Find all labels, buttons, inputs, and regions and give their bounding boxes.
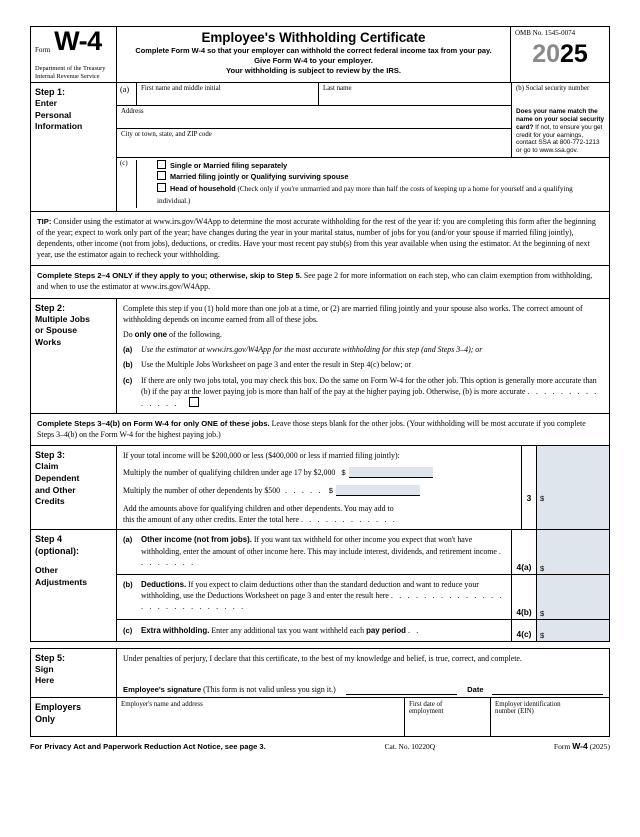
form-sheet bbox=[30, 26, 610, 751]
ssn-note-rest: If not, to ensure you get credit for your earnings, contact SSA at 800-772-1213 or go to www.ssa.gov. bbox=[516, 123, 603, 155]
step-4b-bold: Deductions. bbox=[141, 579, 187, 589]
form-number-title: W-4 bbox=[54, 26, 102, 56]
date-label: Date bbox=[467, 684, 484, 694]
step-4b-line-label bbox=[511, 575, 537, 619]
page-title: Employee's Withholding Certificate bbox=[201, 30, 426, 45]
step-2-option-a bbox=[123, 344, 603, 355]
step-1-sub-1: Enter bbox=[35, 98, 57, 109]
step-2-title: Step 2: bbox=[35, 302, 66, 313]
step-4c-line-label bbox=[511, 620, 537, 641]
checkbox-married-joint-icon[interactable] bbox=[157, 171, 166, 180]
last-name-input[interactable] bbox=[323, 92, 508, 105]
step-4-sub-3: Adjustments bbox=[35, 576, 88, 587]
filing-status-hoh-note: (Check only if you're unmarried and pay more than half the costs of keeping up a home for yourself and a qualifying individual.) bbox=[157, 184, 573, 206]
first-name-label: First name and middle initial bbox=[141, 85, 221, 93]
step-4-title: Step 4 bbox=[35, 534, 63, 545]
step-2-paragraph-1: Complete this step if you (1) hold more than one job at a time, or (2) are married filing jointly and your spouse also works. The correct amount of withholding depends on income earned from all of these jobs. bbox=[123, 303, 583, 324]
step-4c-body bbox=[117, 620, 511, 641]
step-4b-body bbox=[117, 575, 511, 619]
step-4c-dots: . . bbox=[407, 625, 421, 635]
field-letter-a: (a) bbox=[117, 83, 137, 105]
step-5-section bbox=[30, 648, 610, 698]
step-4a-dots: . . . . . . . . bbox=[141, 546, 504, 567]
last-name-label: Last name bbox=[323, 85, 352, 93]
step-4a-body bbox=[117, 530, 511, 574]
header-title-block bbox=[117, 27, 511, 82]
complete-steps-note-2-rest: Leave those steps blank for the other jobs. (Your withholding will be most accurate if you complete Steps 3–4(b) on the Form W-4 for the highest paying job.) bbox=[37, 419, 586, 440]
step-5-label bbox=[31, 649, 117, 697]
complete-steps-note-2-bold: Complete Steps 3–4(b) on Form W-4 for only ONE of these jobs. bbox=[37, 419, 270, 429]
step-1-sub-3: Information bbox=[35, 121, 83, 132]
step-4a-tag: (a) bbox=[123, 535, 133, 545]
employer-name-address-label: Employer's name and address bbox=[121, 701, 203, 709]
first-date-employment-field[interactable] bbox=[405, 698, 491, 736]
checkbox-head-household-icon[interactable] bbox=[157, 183, 166, 192]
step-3-label bbox=[31, 446, 117, 529]
filing-status-single-row[interactable] bbox=[137, 160, 606, 172]
signature-input[interactable] bbox=[346, 684, 457, 695]
field-letter-b: (b) bbox=[516, 85, 525, 93]
step-2-option-a-text: Use the estimator at www.irs.gov/W4App for the most accurate withholding for this step (and Steps 3–4); or bbox=[141, 345, 483, 355]
tip-paragraph bbox=[30, 212, 610, 266]
step-4a-text-block bbox=[123, 534, 505, 568]
step-3-line-1 bbox=[123, 467, 515, 478]
step-2-option-b-tag: (b) bbox=[123, 360, 133, 370]
footer-catalog-number: Cat. No. 10220Q bbox=[384, 742, 436, 752]
step-4c-tag: (c) bbox=[123, 625, 133, 635]
step-3-line-3-row bbox=[123, 514, 515, 525]
checkbox-two-jobs-icon[interactable] bbox=[189, 397, 199, 407]
step-4c-text: Enter any additional tax you want withheld each bbox=[209, 625, 367, 635]
step-3-line-1-text: Multiply the number of qualifying children under age 17 by $2,000 bbox=[123, 467, 336, 477]
step-3-line-3-dots: . . . . . . . . . . . . bbox=[300, 515, 397, 525]
ssn-block bbox=[511, 83, 609, 157]
footer-form-pre: Form bbox=[553, 742, 573, 752]
ssn-label: Social security number bbox=[525, 85, 590, 93]
step-4a-line-label bbox=[511, 530, 537, 574]
step-4-section bbox=[30, 530, 610, 641]
ein-label-1: Employer identification bbox=[495, 701, 561, 709]
city-state-zip-field[interactable] bbox=[117, 129, 511, 151]
step-2-option-b bbox=[123, 359, 603, 370]
omb-number: OMB No. 1545-0074 bbox=[515, 29, 576, 37]
step-3-amount-cell[interactable] bbox=[537, 446, 609, 529]
step-3-line-2-text: Multiply the number of other dependents by $500 bbox=[123, 485, 281, 495]
filing-status-hoh-label: Head of household bbox=[170, 183, 236, 193]
step-3-sub-3: and Other bbox=[35, 484, 76, 495]
tax-year-suffix: 25 bbox=[560, 40, 588, 68]
step-2-section bbox=[30, 299, 610, 415]
step-3-sub-1: Claim bbox=[35, 461, 59, 472]
address-field[interactable] bbox=[117, 106, 511, 128]
complete-steps-note bbox=[30, 266, 610, 298]
step-3-row-number-value: 3 bbox=[526, 493, 532, 504]
step-3-line-2 bbox=[123, 485, 515, 496]
penalty-statement: Under penalties of perjury, I declare that this certificate, to the best of my knowledge and belief, is true, correct, and complete. bbox=[123, 653, 522, 663]
tax-year bbox=[515, 41, 605, 67]
filing-status-joint-label: Married filing jointly or Qualifying surviving spouse bbox=[170, 172, 349, 182]
tax-year-prefix: 20 bbox=[532, 40, 560, 68]
first-name-field[interactable] bbox=[137, 83, 319, 105]
step-4b-text: If you expect to claim deductions other than the standard deduction and want to reduce your withholding, use the Deductions Worksheet on page 3 and enter the result here bbox=[141, 579, 479, 601]
step-3-section bbox=[30, 446, 610, 530]
tip-label: TIP: bbox=[37, 216, 52, 226]
first-name-input[interactable] bbox=[141, 92, 315, 105]
step-3-line-2-dollar: $ bbox=[328, 485, 333, 495]
ssn-caption bbox=[516, 85, 605, 92]
step-2-do-post: of the following. bbox=[167, 329, 222, 339]
step-2-body bbox=[117, 299, 609, 414]
step-1-fields bbox=[117, 83, 609, 211]
form-header bbox=[30, 26, 610, 83]
step-4b-amount-cell[interactable] bbox=[537, 575, 609, 619]
step-4a-bold: Other income (not from jobs). bbox=[141, 535, 252, 545]
step-2-option-a-tag: (a) bbox=[123, 345, 133, 355]
step-4c-dollar: $ bbox=[540, 630, 545, 640]
city-state-zip-label: City or town, state, and ZIP code bbox=[121, 131, 212, 139]
step-1-section bbox=[30, 83, 610, 212]
complete-steps-note-2 bbox=[30, 414, 610, 446]
filing-status-block bbox=[117, 157, 609, 211]
complete-steps-note-bold: Complete Steps 2–4 ONLY if they apply to you; otherwise, skip to Step 5. bbox=[37, 271, 302, 281]
step-5-title: Step 5: bbox=[35, 652, 66, 663]
first-date-employment-label-1: First date of bbox=[409, 701, 443, 709]
step-4b-dollar: $ bbox=[540, 608, 545, 618]
step-5-body bbox=[117, 649, 609, 697]
ein-label-2: number (EIN) bbox=[495, 708, 534, 716]
header-left-block bbox=[31, 27, 117, 82]
signature-label-bold: Employee's signature bbox=[123, 684, 202, 694]
footer-privacy-notice: For Privacy Act and Paperwork Reduction Act Notice, see page 3. bbox=[30, 742, 266, 752]
first-date-employment-label-2: employment bbox=[409, 708, 444, 716]
date-input[interactable] bbox=[492, 684, 603, 695]
step-5-sub-1: Sign bbox=[35, 663, 54, 674]
filing-status-single-label: Single or Married filing separately bbox=[170, 160, 288, 170]
step-2-option-c-tag: (c) bbox=[123, 375, 133, 385]
ssn-input[interactable] bbox=[516, 92, 605, 105]
step-4b-row bbox=[117, 574, 609, 619]
step-2-paragraph-2 bbox=[123, 329, 603, 340]
step-4c-row bbox=[117, 619, 609, 641]
step-4-rows bbox=[117, 530, 609, 640]
step-2-option-b-text: Use the Multiple Jobs Worksheet on page 3 and enter the result in Step 4(c) below; or bbox=[141, 360, 412, 370]
step-4a-text: If you want tax withheld for other income you expect that won't have withholding, enter the amount of other income here. This may include interest, dividends, and retirement income bbox=[141, 535, 497, 556]
step-4c-text-block bbox=[123, 625, 505, 636]
step-2-option-c-text: If there are only two jobs total, you may check this box. Do the same on Form W-4 for the other job. This option is generally more accurate than (b) if the pay at the lower paying job is more than half of the pay at the higher paying job. Otherwise, (b) is more accurate bbox=[141, 375, 597, 396]
checkbox-single-icon[interactable] bbox=[157, 160, 166, 169]
step-4-sub-2: Other bbox=[35, 565, 58, 576]
header-subtitle-1: Complete Form W-4 so that your employer can withhold the correct federal income tax from your pay. bbox=[135, 46, 492, 55]
signature-label-rest: (This form is not valid unless you sign it.) bbox=[201, 684, 336, 694]
step-4a-amount-cell[interactable] bbox=[537, 530, 609, 574]
step-4b-tag: (b) bbox=[123, 579, 133, 589]
footer-form-post: (2025) bbox=[587, 742, 610, 752]
step-3-line-3-text-b: this the amount of any other credits. Enter the total here bbox=[123, 515, 299, 525]
address-input[interactable] bbox=[121, 115, 508, 128]
step-2-option-c bbox=[123, 375, 603, 410]
step-4-label bbox=[31, 530, 117, 640]
step-3-sub-2: Dependent bbox=[35, 472, 80, 483]
step-1-label bbox=[31, 83, 117, 211]
date-caption bbox=[467, 684, 483, 695]
department-line-1: Department of the Treasury bbox=[35, 65, 106, 72]
step-2-sub-3: Works bbox=[35, 336, 62, 347]
address-label: Address bbox=[121, 108, 144, 116]
footer-form-number: W-4 bbox=[572, 741, 588, 752]
form-footer bbox=[30, 741, 610, 751]
step-2-sub-2: or Spouse bbox=[35, 325, 78, 336]
step-4a-dollar: $ bbox=[540, 563, 545, 573]
header-subtitle-3: Your withholding is subject to review by the IRS. bbox=[226, 66, 401, 76]
step-3-line-2-dots: . . . . . bbox=[285, 485, 323, 495]
step-3-row-number bbox=[521, 446, 537, 529]
employers-only-title-1: Employers bbox=[35, 702, 82, 713]
footer-form-id bbox=[554, 741, 610, 751]
step-3-line-2-input[interactable] bbox=[336, 485, 420, 496]
employers-only-section bbox=[30, 698, 610, 737]
signature-caption bbox=[123, 684, 336, 695]
step-4c-bold: Extra withholding. bbox=[141, 625, 210, 635]
step-3-body bbox=[117, 446, 521, 529]
step-4b-text-block bbox=[123, 579, 505, 613]
step-1-title: Step 1: bbox=[35, 87, 66, 98]
step-4-sub-1: (optional): bbox=[35, 546, 79, 557]
step-1-sub-2: Personal bbox=[35, 109, 72, 120]
step-4a-line-label-value: 4(a) bbox=[516, 561, 532, 572]
step-5-sub-2: Here bbox=[35, 675, 55, 686]
step-2-sub-1: Multiple Jobs bbox=[35, 313, 90, 324]
employer-name-address-field[interactable] bbox=[117, 698, 405, 736]
ssn-note-bold: Does your name match the name on your social security card? bbox=[516, 108, 605, 131]
step-1-name-address bbox=[117, 83, 511, 157]
tip-text: Consider using the estimator at www.irs.gov/W4App to determine the most accurate withholding for the rest of the year if: you are completing this form after the beginning of the year; expect to work only part of the year; have changes during the year in your marital status, number of jobs for you (and/or your spouse if married filing jointly), dependents, other income (not from jobs), deductions, or credits. Have your most recent pay stub(s) from this year available when using the estimator. At the beginning of next year, use the estimator again to recheck your withholding. bbox=[37, 216, 596, 260]
step-2-do-pre: Do bbox=[123, 329, 135, 339]
ein-field[interactable] bbox=[491, 698, 609, 736]
step-3-line-3-text-a: Add the amounts above for qualifying children and other dependents. You may add to bbox=[123, 503, 394, 513]
filing-status-joint-row[interactable] bbox=[137, 171, 606, 183]
step-2-label bbox=[31, 299, 117, 414]
department-line-2: Internal Revenue Service bbox=[35, 72, 100, 80]
ssn-note bbox=[516, 108, 605, 155]
filing-status-hoh-row[interactable] bbox=[137, 183, 606, 208]
step-4b-line-label-value: 4(b) bbox=[516, 606, 532, 617]
last-name-field[interactable] bbox=[319, 83, 511, 105]
employers-only-label bbox=[31, 698, 117, 736]
step-4c-line-label-value: 4(c) bbox=[516, 628, 532, 639]
step-3-line-1-dollar: $ bbox=[341, 467, 346, 477]
step-2-option-c-dots: . . . . . . . . . . . . . . bbox=[141, 386, 599, 408]
step-3-intro: If your total income will be $200,000 or less ($400,000 or less if married filing jointly): bbox=[123, 451, 400, 461]
city-state-zip-input[interactable] bbox=[121, 138, 508, 151]
header-subtitle-2: Give Form W-4 to your employer. bbox=[254, 56, 373, 65]
header-omb-block bbox=[511, 27, 609, 82]
step-3-title: Step 3: bbox=[35, 450, 66, 461]
step-4b-dots: . . . . . . . . . . . . . . . . . . . . . . . . . . . bbox=[141, 591, 504, 612]
step-3-amount-dollar: $ bbox=[540, 494, 545, 504]
signature-row bbox=[123, 684, 603, 697]
step-4c-bold-2: pay period bbox=[366, 625, 406, 635]
step-3-line-1-input[interactable] bbox=[349, 467, 433, 478]
form-word-label: Form bbox=[35, 46, 51, 54]
field-letter-c: (c) bbox=[117, 160, 137, 208]
step-4a-row bbox=[117, 530, 609, 574]
employers-only-title-2: Only bbox=[35, 714, 56, 725]
complete-steps-note-rest: See page 2 for more information on each step, who can claim exemption from withholding, and when to use the estimator at www.irs.gov/W4App. bbox=[37, 271, 593, 292]
step-3-sub-4: Credits bbox=[35, 496, 65, 507]
step-2-do-bold: only one bbox=[134, 329, 168, 339]
step-4c-amount-cell[interactable] bbox=[537, 620, 609, 641]
